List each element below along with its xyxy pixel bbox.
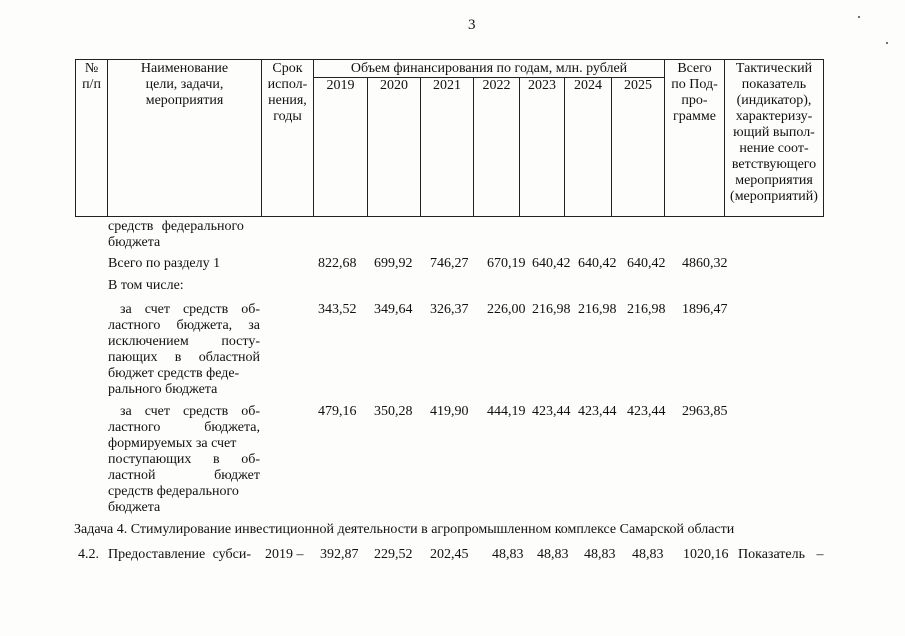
scan-speck — [886, 42, 888, 44]
header-indicator: Тактический показатель (индикатор), характеризу- ющий выпол- нение соот- ветствующего мероприятия (мероприятий) — [725, 60, 824, 217]
header-funding-group: Объем финансирования по годам, млн. рублей — [314, 60, 665, 78]
section-total-value: 822,68 — [318, 256, 357, 271]
item-value: 48,83 — [584, 547, 616, 562]
header-term: Срок испол- нения, годы — [262, 60, 314, 217]
header-year: 2020 — [368, 78, 421, 217]
regional-desc-line: за счет средств об- — [120, 302, 260, 317]
item-sum: 1020,16 — [683, 547, 729, 562]
carry-over-line: бюджета — [108, 235, 161, 250]
section-total-label: Всего по разделу 1 — [108, 256, 221, 271]
item-value: 48,83 — [632, 547, 664, 562]
federal-value: 423,44 — [532, 404, 571, 419]
federal-value: 419,90 — [430, 404, 469, 419]
item-value: 48,83 — [537, 547, 569, 562]
item-name: Предоставление субси- — [108, 547, 251, 562]
federal-value: 423,44 — [627, 404, 666, 419]
header-total: Всего по Под- про- грамме — [665, 60, 725, 217]
including-label: В том числе: — [108, 278, 184, 293]
item-number: 4.2. — [78, 547, 99, 562]
item-value: 392,87 — [320, 547, 359, 562]
regional-desc-line: исключением посту- — [108, 334, 260, 349]
federal-value: 444,19 — [487, 404, 526, 419]
regional-value: 216,98 — [532, 302, 571, 317]
regional-value: 349,64 — [374, 302, 413, 317]
header-name: Наименование цели, задачи, мероприятия — [108, 60, 262, 217]
item-term: 2019 – — [265, 547, 304, 562]
federal-desc-line: бюджета — [108, 500, 161, 515]
regional-value: 326,37 — [430, 302, 469, 317]
table-header — [75, 59, 824, 217]
federal-desc-line: средств федерального — [108, 484, 239, 499]
section-total-value: 670,19 — [487, 256, 526, 271]
regional-value: 226,00 — [487, 302, 526, 317]
section-total-value: 640,42 — [578, 256, 617, 271]
header-year: 2021 — [421, 78, 474, 217]
page-number: 3 — [468, 17, 476, 33]
regional-value: 343,52 — [318, 302, 357, 317]
header-year: 2023 — [520, 78, 565, 217]
section-total-value: 640,42 — [532, 256, 571, 271]
regional-value: 216,98 — [578, 302, 617, 317]
section-total-sum: 4860,32 — [682, 256, 728, 271]
federal-desc-line: поступающих в об- — [108, 452, 260, 467]
section-total-value: 640,42 — [627, 256, 666, 271]
task-heading: Задача 4. Стимулирование инвестиционной деятельности в агропромышленном комплексе Самарской области — [74, 522, 735, 537]
item-indicator: Показатель – — [738, 547, 824, 562]
item-value: 229,52 — [374, 547, 413, 562]
federal-value: 423,44 — [578, 404, 617, 419]
regional-desc-line: рального бюджета — [108, 382, 218, 397]
header-number: № п/п — [76, 60, 108, 217]
scan-speck — [858, 16, 860, 18]
section-total-value: 746,27 — [430, 256, 469, 271]
header-year: 2024 — [565, 78, 612, 217]
regional-desc-line: пающих в областной — [108, 350, 260, 365]
carry-over-line: средств федерального — [108, 219, 244, 234]
federal-value: 479,16 — [318, 404, 357, 419]
federal-desc-line: формируемых за счет — [108, 436, 237, 451]
regional-value: 216,98 — [627, 302, 666, 317]
item-value: 48,83 — [492, 547, 524, 562]
header-year: 2025 — [612, 78, 665, 217]
regional-sum: 1896,47 — [682, 302, 728, 317]
regional-desc-line: бюджет средств феде- — [108, 366, 240, 381]
federal-sum: 2963,85 — [682, 404, 728, 419]
federal-desc-line: ластного бюджета, — [108, 420, 260, 435]
federal-value: 350,28 — [374, 404, 413, 419]
federal-desc-line: ластной бюджет — [108, 468, 260, 483]
regional-desc-line: ластного бюджета, за — [108, 318, 260, 333]
federal-desc-line: за счет средств об- — [120, 404, 260, 419]
header-year: 2022 — [474, 78, 520, 217]
item-value: 202,45 — [430, 547, 469, 562]
section-total-value: 699,92 — [374, 256, 413, 271]
header-year: 2019 — [314, 78, 368, 217]
